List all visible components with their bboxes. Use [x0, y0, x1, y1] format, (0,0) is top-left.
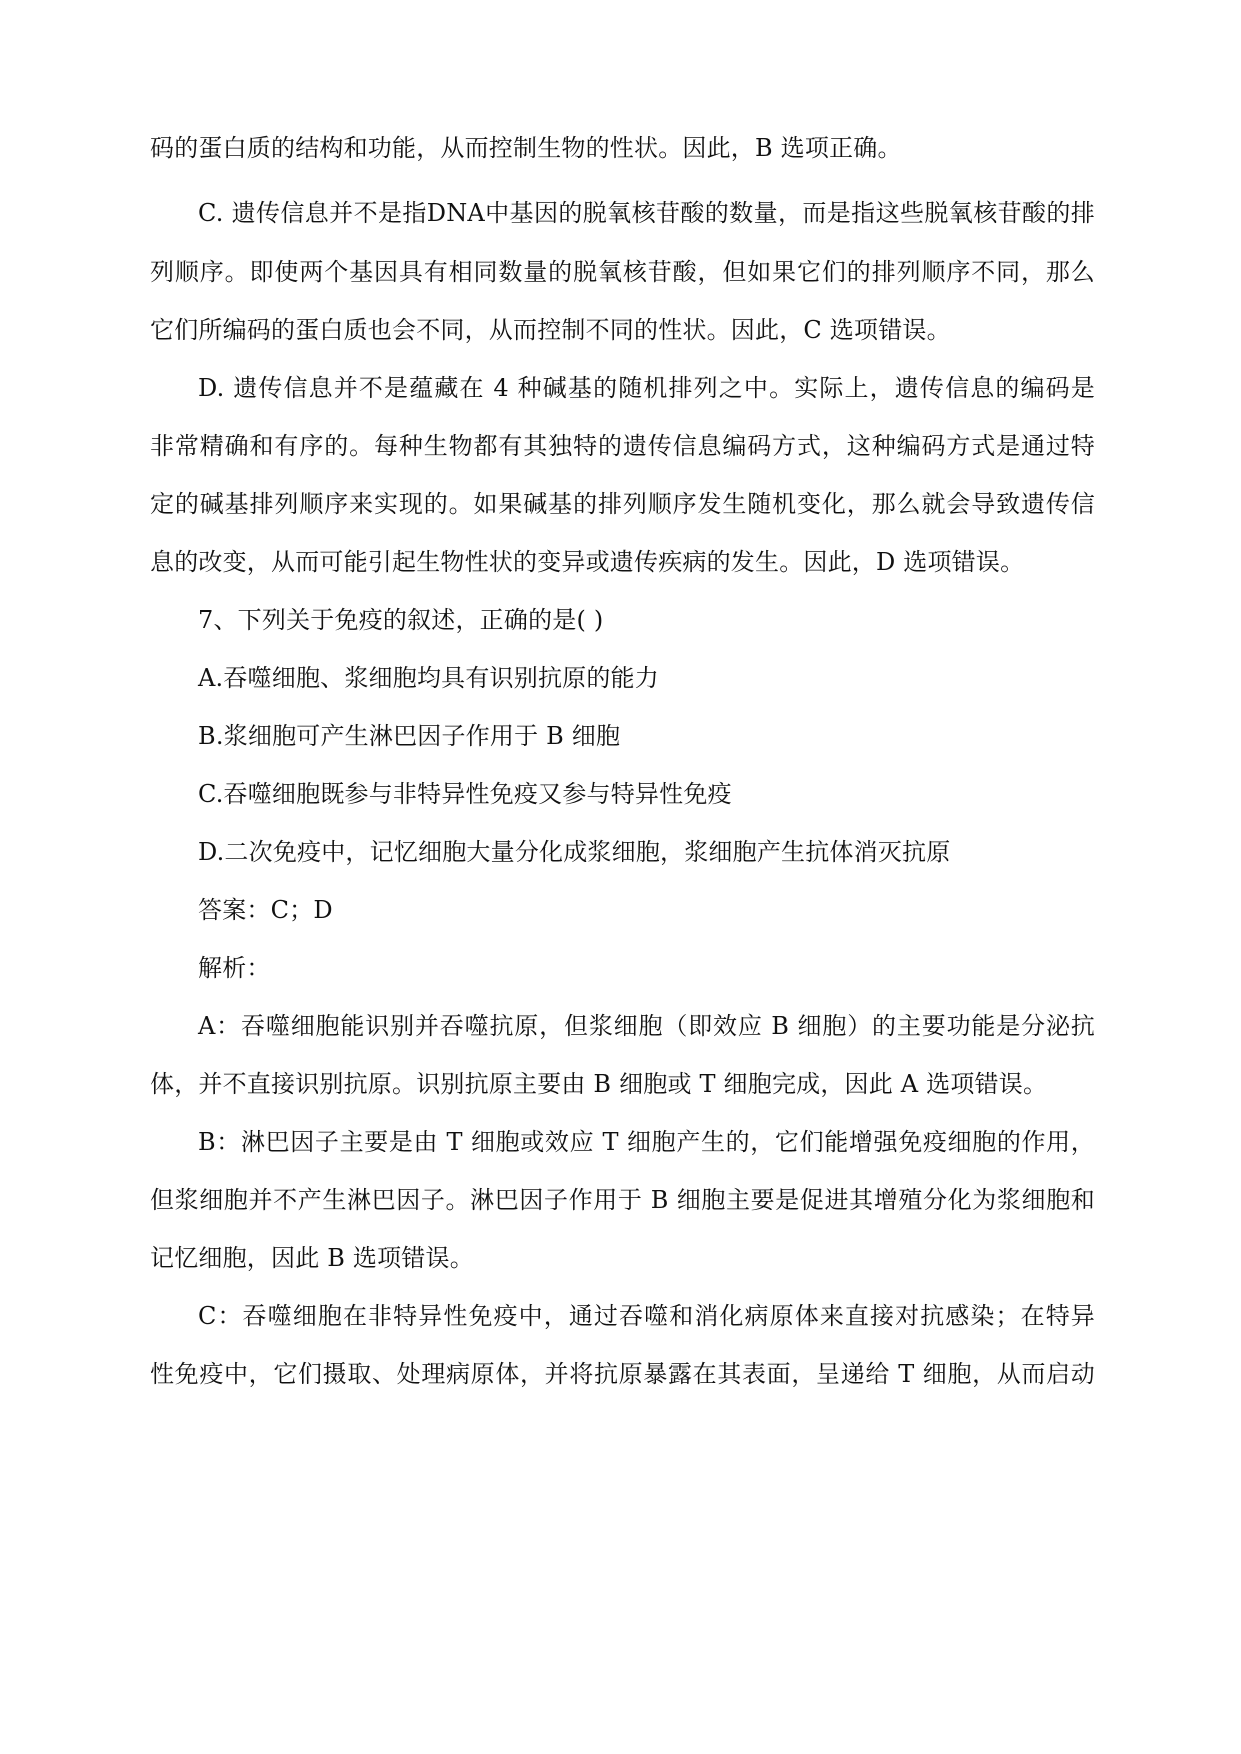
text-line: B：淋巴因子主要是由 T 细胞或效应 T 细胞产生的，它们能增强免疫细胞的作用，: [198, 1128, 1095, 1156]
option-a: A.吞噬细胞、浆细胞均具有识别抗原的能力: [198, 664, 659, 692]
text-line: 码的蛋白质的结构和功能，从而控制生物的性状。因此，B 选项正确。: [150, 134, 902, 162]
text-line: 它们所编码的蛋白质也会不同，从而控制不同的性状。因此，C 选项错误。: [150, 316, 951, 344]
text-line: C：吞噬细胞在非特异性免疫中，通过吞噬和消化病原体来直接对抗感染；在特异: [198, 1302, 1095, 1330]
text-line: 性免疫中，它们摄取、处理病原体，并将抗原暴露在其表面，呈递给 T 细胞，从而启动: [150, 1360, 1095, 1388]
answer-line: 答案：C；D: [198, 896, 333, 924]
text-line: 息的改变，从而可能引起生物性状的变异或遗传疾病的发生。因此，D 选项错误。: [150, 548, 1025, 576]
text-line: 但浆细胞并不产生淋巴因子。淋巴因子作用于 B 细胞主要是促进其增殖分化为浆细胞和: [150, 1186, 1095, 1214]
text-line: 非常精确和有序的。每种生物都有其独特的遗传信息编码方式，这种编码方式是通过特: [150, 432, 1095, 460]
text-line: C. 遗传信息并不是指DNA中基因的脱氧核苷酸的数量，而是指这些脱氧核苷酸的排: [198, 199, 1095, 227]
option-c: C.吞噬细胞既参与非特异性免疫又参与特异性免疫: [198, 780, 732, 808]
text-line: 体，并不直接识别抗原。识别抗原主要由 B 细胞或 T 细胞完成，因此 A 选项错误。: [150, 1070, 1048, 1098]
analysis-heading: 解析：: [198, 954, 271, 982]
text-line: A：吞噬细胞能识别并吞噬抗原，但浆细胞（即效应 B 细胞）的主要功能是分泌抗: [198, 1012, 1095, 1040]
text-line: D. 遗传信息并不是蕴藏在 4 种碱基的随机排列之中。实际上，遗传信息的编码是: [198, 374, 1095, 402]
option-b: B.浆细胞可产生淋巴因子作用于 B 细胞: [198, 722, 621, 750]
text-line: 记忆细胞，因此 B 选项错误。: [150, 1244, 474, 1272]
text-line: 定的碱基排列顺序来实现的。如果碱基的排列顺序发生随机变化，那么就会导致遗传信: [150, 490, 1095, 518]
option-d: D.二次免疫中，记忆细胞大量分化成浆细胞，浆细胞产生抗体消灭抗原: [198, 838, 951, 866]
question-stem: 7、下列关于免疫的叙述，正确的是( ): [198, 606, 604, 634]
text-line: 列顺序。即使两个基因具有相同数量的脱氧核苷酸，但如果它们的排列顺序不同，那么: [150, 258, 1095, 286]
